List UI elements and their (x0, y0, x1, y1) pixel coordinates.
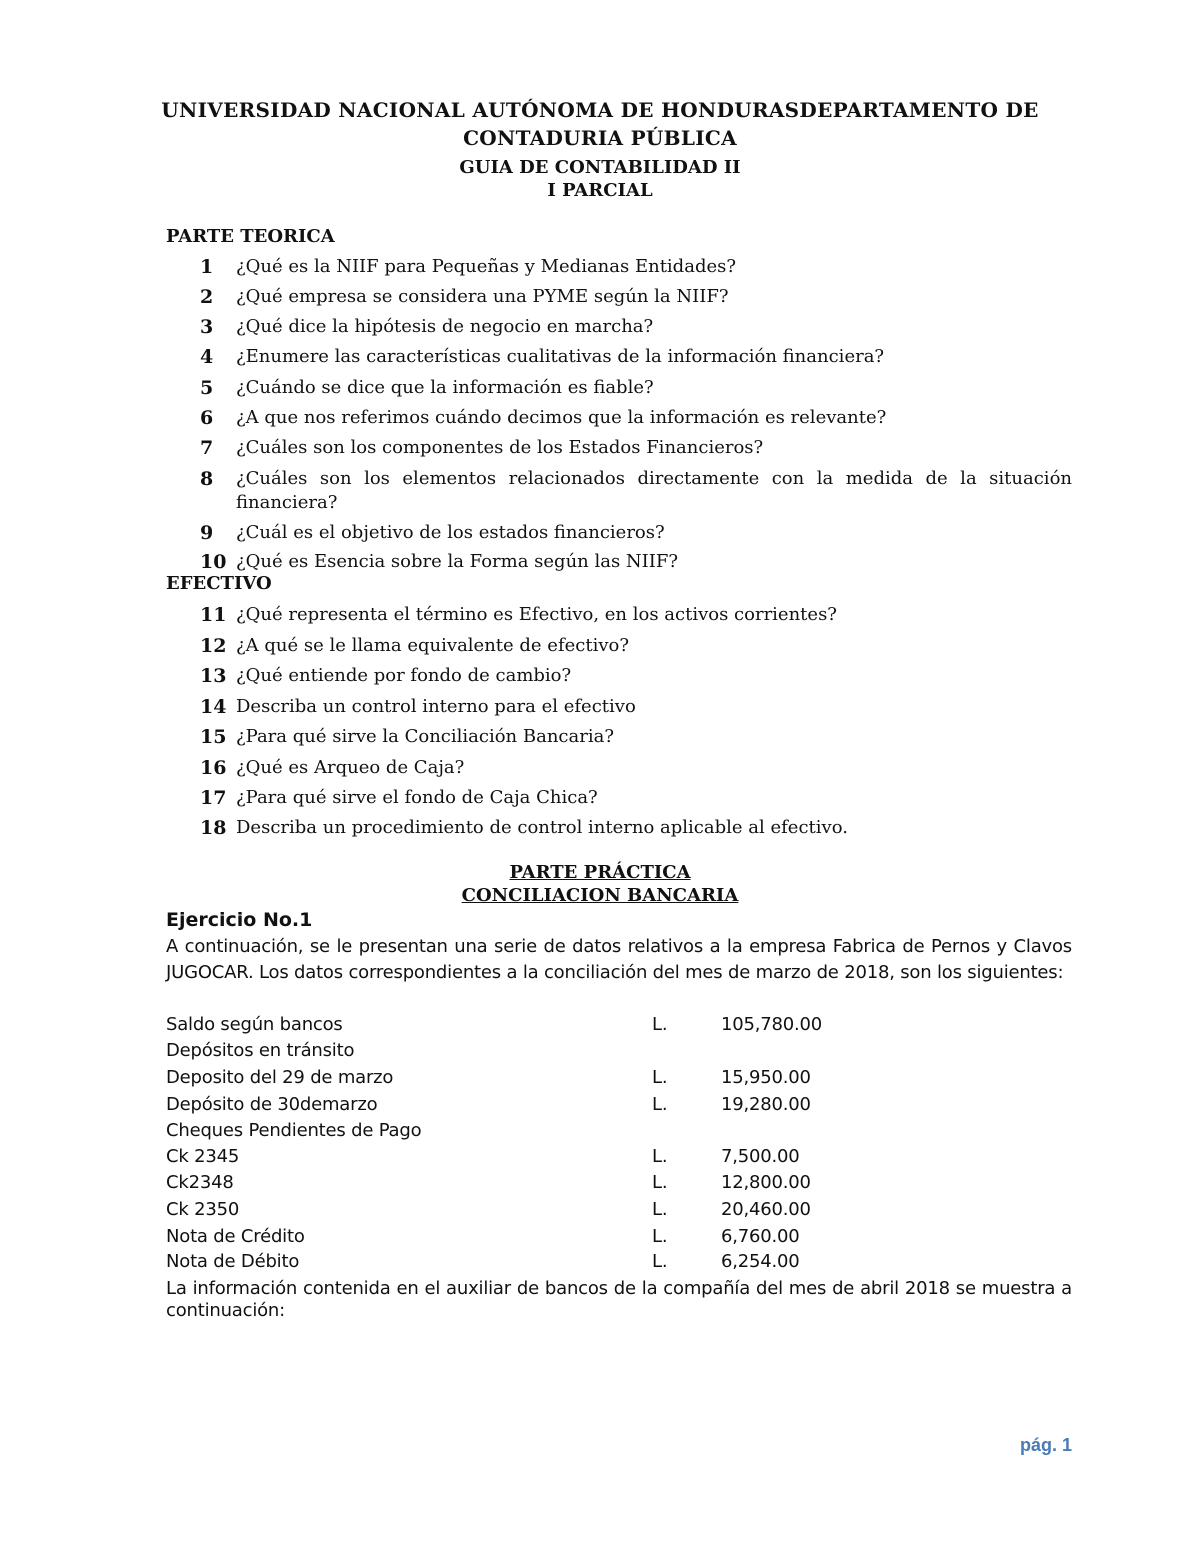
row-label: Depósito de 30demarzo (166, 1094, 378, 1115)
question-text: ¿A que nos referimos cuándo decimos que la información es relevante? (236, 407, 887, 428)
parte-practica-heading: PARTE PRÁCTICA (509, 862, 691, 883)
question-number: 8 (200, 468, 214, 490)
question-number: 10 (200, 551, 227, 573)
title-line-1: UNIVERSIDAD NACIONAL AUTÓNOMA DE HONDURASDEPARTAMENTO DE (161, 98, 1039, 122)
row-amount: 12,800.00 (721, 1172, 811, 1193)
question-text: Describa un control interno para el efectivo (236, 696, 636, 717)
row-amount: 19,280.00 (721, 1094, 811, 1115)
question-text: Describa un procedimiento de control interno aplicable al efectivo. (236, 817, 848, 838)
question-text: ¿Enumere las características cualitativas de la información financiera? (236, 346, 885, 367)
page-number: pág. 1 (1019, 1435, 1072, 1455)
row-amount: 6,760.00 (721, 1226, 800, 1247)
question-number: 5 (200, 377, 214, 399)
question-text: ¿A qué se le llama equivalente de efectivo? (236, 635, 629, 656)
row-currency: L. (652, 1067, 668, 1088)
question-number: 4 (200, 346, 214, 368)
question-number: 11 (200, 604, 227, 626)
question-number: 16 (200, 757, 227, 779)
question-number: 3 (200, 316, 214, 338)
question-number: 1 (200, 256, 214, 278)
question-number: 6 (200, 407, 214, 429)
question-text: ¿Para qué sirve la Conciliación Bancaria? (236, 726, 614, 747)
row-label: Ck 2350 (166, 1199, 240, 1220)
row-label: Deposito del 29 de marzo (166, 1067, 394, 1088)
question-text: ¿Cuál es el objetivo de los estados financieros? (236, 522, 665, 543)
closing-paragraph: La información contenida en el auxiliar de bancos de la compañía del mes de abril 2018 se muestra a continuación: (166, 1278, 1072, 1321)
row-amount: 6,254.00 (721, 1251, 800, 1272)
row-currency: L. (652, 1094, 668, 1115)
question-text: ¿Qué es Esencia sobre la Forma según las NIIF? (236, 551, 679, 572)
question-number: 2 (200, 286, 214, 308)
question-text: ¿Qué empresa se considera una PYME según la NIIF? (236, 286, 729, 307)
question-number: 12 (200, 635, 227, 657)
row-currency: L. (652, 1226, 668, 1247)
title-line-2: CONTADURIA PÚBLICA (463, 126, 737, 150)
row-label: Depósitos en tránsito (166, 1040, 355, 1061)
row-currency: L. (652, 1172, 668, 1193)
question-number: 7 (200, 437, 214, 459)
question-text: ¿Cuándo se dice que la información es fiable? (236, 377, 654, 398)
row-amount: 20,460.00 (721, 1199, 811, 1220)
row-currency: L. (652, 1146, 668, 1167)
question-text: ¿Qué entiende por fondo de cambio? (236, 665, 572, 686)
exercise-intro: A continuación, se le presentan una serie de datos relativos a la empresa Fabrica de Pernos y Clavos JUGOCAR. Los datos correspondientes a la conciliación del mes de marzo de 2018, son los siguientes: (166, 936, 1072, 983)
guide-subtitle: GUIA DE CONTABILIDAD II (459, 157, 741, 178)
row-label: Cheques Pendientes de Pago (166, 1120, 422, 1141)
row-currency: L. (652, 1199, 668, 1220)
row-label: Saldo según bancos (166, 1014, 343, 1035)
question-number: 18 (200, 817, 227, 839)
row-amount: 105,780.00 (721, 1014, 823, 1035)
efectivo-heading: EFECTIVO (166, 573, 272, 594)
row-label: Ck2348 (166, 1172, 234, 1193)
question-number: 17 (200, 787, 227, 809)
row-currency: L. (652, 1014, 668, 1035)
question-number: 13 (200, 665, 227, 687)
question-text: ¿Qué es Arqueo de Caja? (236, 757, 465, 778)
row-label: Nota de Crédito (166, 1226, 305, 1247)
question-text: ¿Qué es la NIIF para Pequeñas y Medianas Entidades? (236, 256, 737, 277)
parcial-label: I PARCIAL (547, 180, 653, 201)
question-number: 15 (200, 726, 227, 748)
row-currency: L. (652, 1251, 668, 1272)
question-text: ¿Cuáles son los elementos relacionados directamente con la medida de la situación financiera? (236, 468, 1072, 513)
question-number: 9 (200, 522, 214, 544)
conciliacion-heading: CONCILIACION BANCARIA (461, 885, 739, 906)
row-label: Ck 2345 (166, 1146, 240, 1167)
row-amount: 15,950.00 (721, 1067, 811, 1088)
parte-teorica-heading: PARTE TEORICA (166, 226, 335, 247)
question-text: ¿Cuáles son los componentes de los Estados Financieros? (236, 437, 764, 458)
question-text: ¿Qué representa el término es Efectivo, en los activos corrientes? (236, 604, 837, 625)
question-text: ¿Para qué sirve el fondo de Caja Chica? (236, 787, 598, 808)
row-label: Nota de Débito (166, 1251, 300, 1272)
exercise-title: Ejercicio No.1 (166, 909, 313, 931)
question-text: ¿Qué dice la hipótesis de negocio en marcha? (236, 316, 654, 337)
question-number: 14 (200, 696, 227, 718)
row-amount: 7,500.00 (721, 1146, 800, 1167)
